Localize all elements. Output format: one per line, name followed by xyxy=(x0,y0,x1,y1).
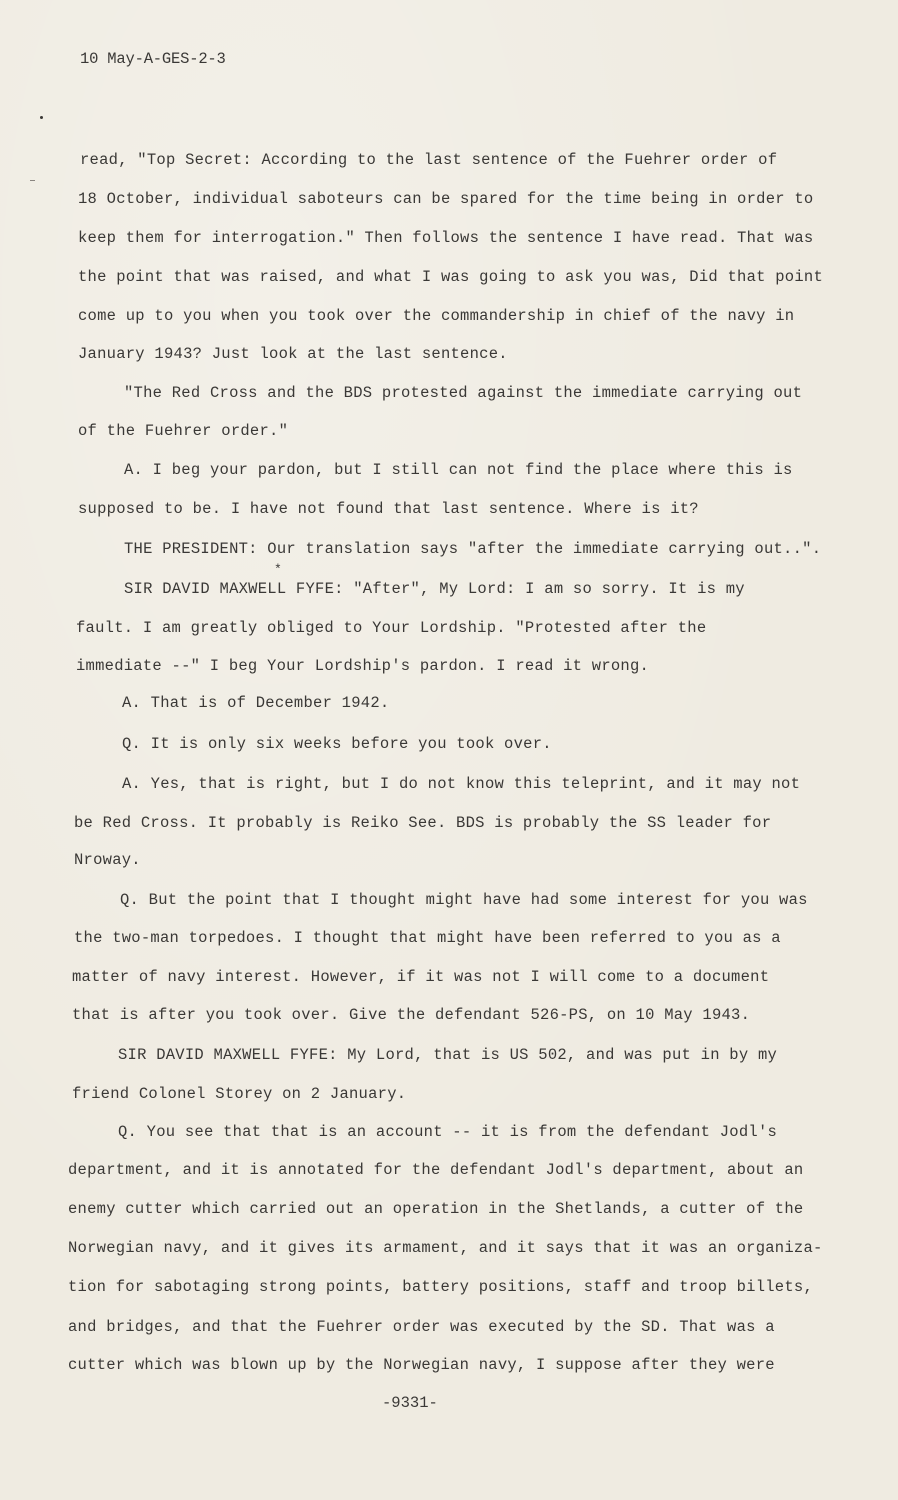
text-line: A. I beg your pardon, but I still can not find the place where this is xyxy=(124,461,793,479)
text-line: Norwegian navy, and it gives its armament, and it says that it was an organiza- xyxy=(68,1239,823,1257)
text-line: that is after you took over. Give the defendant 526-PS, on 10 May 1943. xyxy=(72,1006,751,1024)
text-line: A. That is of December 1942. xyxy=(122,694,390,712)
margin-dot-mark xyxy=(40,116,43,119)
text-line: 18 October, individual saboteurs can be spared for the time being in order to xyxy=(78,190,814,208)
text-line: Q. You see that that is an account -- it is from the defendant Jodl's xyxy=(118,1123,778,1141)
text-line: supposed to be. I have not found that last sentence. Where is it? xyxy=(78,500,699,518)
text-line: fault. I am greatly obliged to Your Lordship. "Protested after the xyxy=(76,619,707,637)
text-line: of the Fuehrer order." xyxy=(78,422,289,440)
text-line: read, "Top Secret: According to the last sentence of the Fuehrer order of xyxy=(80,151,778,169)
text-line: keep them for interrogation." Then follows the sentence I have read. That was xyxy=(78,229,814,247)
text-line: SIR DAVID MAXWELL FYFE: My Lord, that is US 502, and was put in by my xyxy=(118,1046,778,1064)
text-line: the point that was raised, and what I was going to ask you was, Did that point xyxy=(78,268,824,286)
text-line: "The Red Cross and the BDS protested against the immediate carrying out xyxy=(124,384,803,402)
text-line: A. Yes, that is right, but I do not know this teleprint, and it may not xyxy=(122,775,801,793)
text-line: tion for sabotaging strong points, battery positions, staff and troop billets, xyxy=(68,1278,814,1296)
text-line: the two-man torpedoes. I thought that might have been referred to you as a xyxy=(74,929,781,947)
text-line: come up to you when you took over the commandership in chief of the navy in xyxy=(78,307,795,325)
text-line: friend Colonel Storey on 2 January. xyxy=(72,1085,407,1103)
text-line: department, and it is annotated for the defendant Jodl's department, about an xyxy=(68,1161,804,1179)
page-number: -9331- xyxy=(382,1394,438,1412)
text-line: cutter which was blown up by the Norwegian navy, I suppose after they were xyxy=(68,1356,775,1374)
text-line: Q. It is only six weeks before you took over. xyxy=(122,735,552,753)
margin-dash-mark xyxy=(30,180,35,181)
text-line: January 1943? Just look at the last sentence. xyxy=(78,345,508,363)
text-line: enemy cutter which carried out an operation in the Shetlands, a cutter of the xyxy=(68,1200,804,1218)
text-line: THE PRESIDENT: Our translation says "after the immediate carrying out..". xyxy=(124,540,822,558)
text-line: Q. But the point that I thought might have had some interest for you was xyxy=(120,891,808,909)
text-line: SIR DAVID MAXWELL FYFE: "After", My Lord: I am so sorry. It is my xyxy=(124,580,745,598)
text-line: immediate --" I beg Your Lordship's pardon. I read it wrong. xyxy=(76,657,650,675)
text-line: and bridges, and that the Fuehrer order was executed by the SD. That was a xyxy=(68,1318,775,1336)
text-line: be Red Cross. It probably is Reiko See. BDS is probably the SS leader for xyxy=(74,814,772,832)
document-header: 10 May-A-GES-2-3 xyxy=(80,50,226,68)
text-line: Nroway. xyxy=(74,851,141,869)
text-line: matter of navy interest. However, if it was not I will come to a document xyxy=(72,968,770,986)
asterisk-mark: * xyxy=(274,562,282,577)
